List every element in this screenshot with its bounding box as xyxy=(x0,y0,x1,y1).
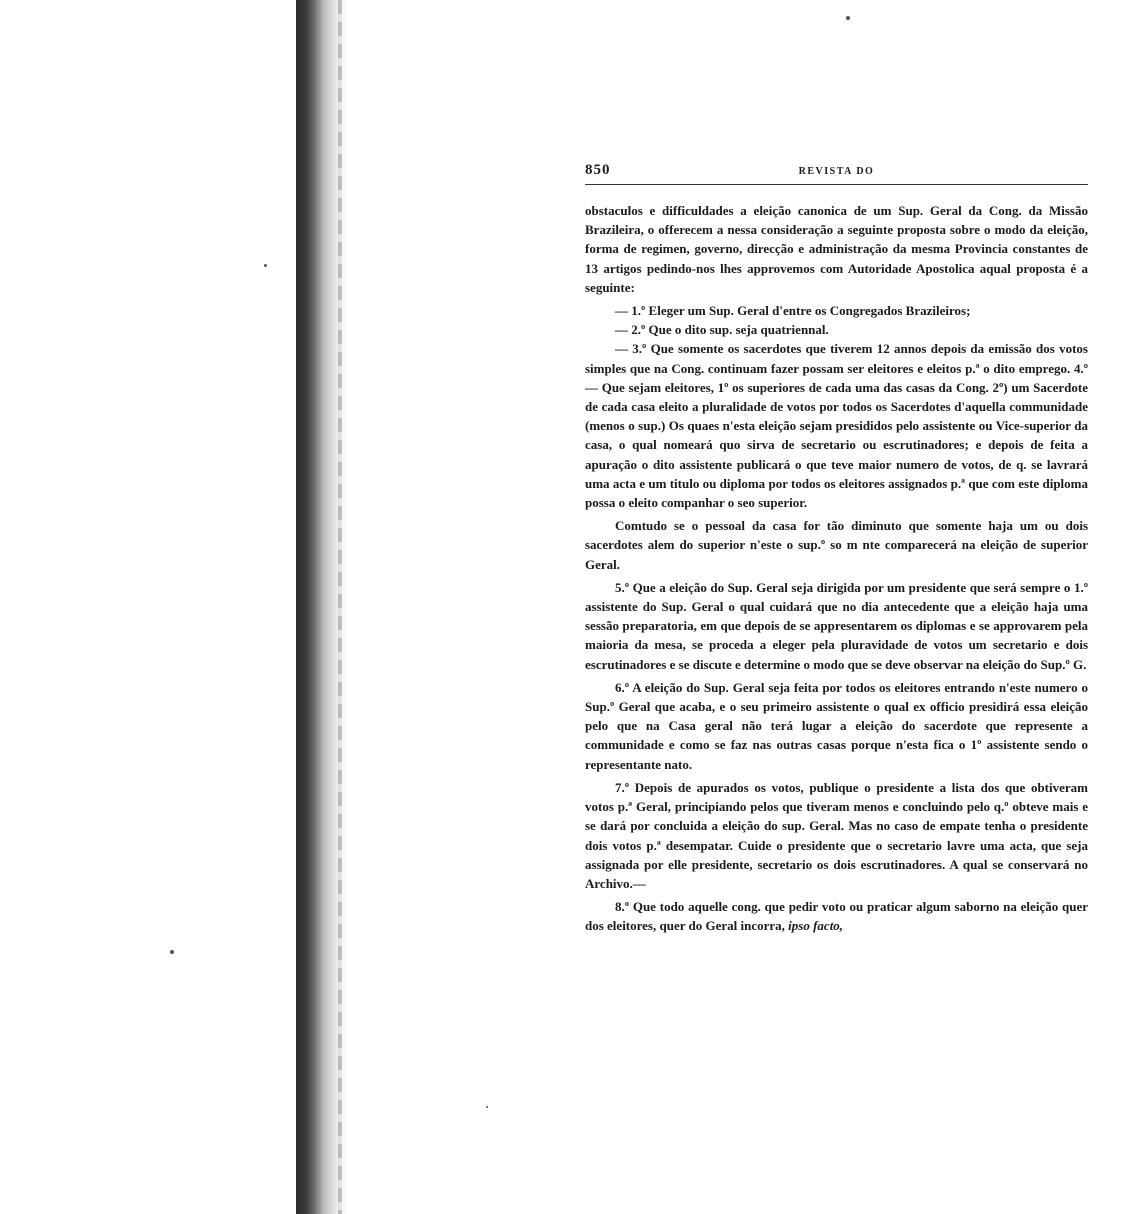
header-rule xyxy=(585,184,1088,185)
scan-speck xyxy=(264,264,267,267)
italic-phrase: ipso facto, xyxy=(788,918,844,934)
page-edge xyxy=(338,0,342,1214)
paragraph: 5.º Que a eleição do Sup. Geral seja dirigida por um presidente que será sempre o 1.º assistente do Sup. Geral o qual cuidará que no dia antecedente que a eleição haja uma sessão preparatoria, em que depois de se appresentarem os diplomas e se approvarem pela maioria da mesa, se proceda a eleger pela pluravidade de votos um secretario e dois escrutinadores e se discute e determine o modo que se deve observar na eleição do Sup.º G. xyxy=(585,579,1088,672)
paragraph: — 3.º Que somente os sacerdotes que tiverem 12 annos depois da emissão dos votos simples que na Cong. continuam fazer possam ser eleitores e eleitos p.ª o dito emprego. 4.º — Que sejam eleitores, 1º os superiores de cada uma das casas da Cong. 2º) um Sacerdote de cada casa eleito a pluralidade de votos por todos os Sacerdotes d'aquella communidade (menos o sup.) Os quaes n'esta eleição sejam presididos pelo assistente ou Vice-superior da casa, o qual nomeará quo sirva de secretario ou escrutinadores; e depois de feita a apuração o dito assistente publicará o que teve maior numero de votos, de q. se lavrará uma acta e um titulo ou diploma por todos os eleitores assignados p.ª que com este diploma possa o eleito companhar o seo superior. xyxy=(585,341,1088,511)
scan-speck xyxy=(486,1106,488,1108)
page-body xyxy=(585,201,1088,936)
article-item: — 2.º Que o dito sup. seja quatriennal. xyxy=(615,322,829,338)
page-number: 850 xyxy=(585,162,611,178)
paragraph: obstaculos e difficuldades a eleição canonica de um Sup. Geral da Cong. da Missão Brazileira, o offerecem a nessa consideração a seguinte proposta sobre o modo da eleição, forma de regimen, governo, direcção e administração da mesma Provincia constantes de 13 artigos pedindo-nos lhes approvemos com Autoridade Apostolica aqual proposta é a seguinte: xyxy=(585,203,1088,295)
paragraph: Comtudo se o pessoal da casa for tão diminuto que somente haja um ou dois sacerdotes alem do superior n'este o sup.º so m nte comparecerá na eleição de superior Geral. xyxy=(585,518,1088,572)
scan-speck xyxy=(846,16,850,20)
scan-speck xyxy=(170,950,174,954)
paragraph: 7.º Depois de apurados os votos, publique o presidente a lista dos que obtiveram votos p.ª Geral, principiando pelos que tiveram menos e concluindo pelo q.º obteve mais e se dará por concluida a eleição do sup. Geral. Mas no caso de empate tenha o presidente dois votos p.ª desempatar. Cuide o presidente que o secretario lavre uma acta, que seja assignada por elle presidente, secretario os dois escrutinadores. A qual se conservará no Archivo.— xyxy=(585,779,1088,891)
paragraph xyxy=(585,897,1088,935)
page-header xyxy=(585,160,1088,182)
article-item: — 1.º Eleger um Sup. Geral d'entre os Congregados Brazileiros; xyxy=(615,303,971,319)
book-page xyxy=(585,160,1088,940)
running-title: REVISTA DO xyxy=(798,166,875,177)
paragraph-text: 8.º Que todo aquelle cong. que pedir voto ou praticar algum saborno na eleição quer dos eleitores, quer do Geral incorra, xyxy=(585,899,1088,934)
paragraph: 6.º A eleição do Sup. Geral seja feita por todos os eleitores entrando n'este numero o Sup.º Geral que acaba, e o seu primeiro assistente o qual ex officio presidirá essa eleição pelo que na Casa geral não terá lugar a eleição do sacerdote que represente a communidade e como se faz nas outras casas porque n'esta fica o 1º assistente sendo o representante nato. xyxy=(585,679,1088,772)
